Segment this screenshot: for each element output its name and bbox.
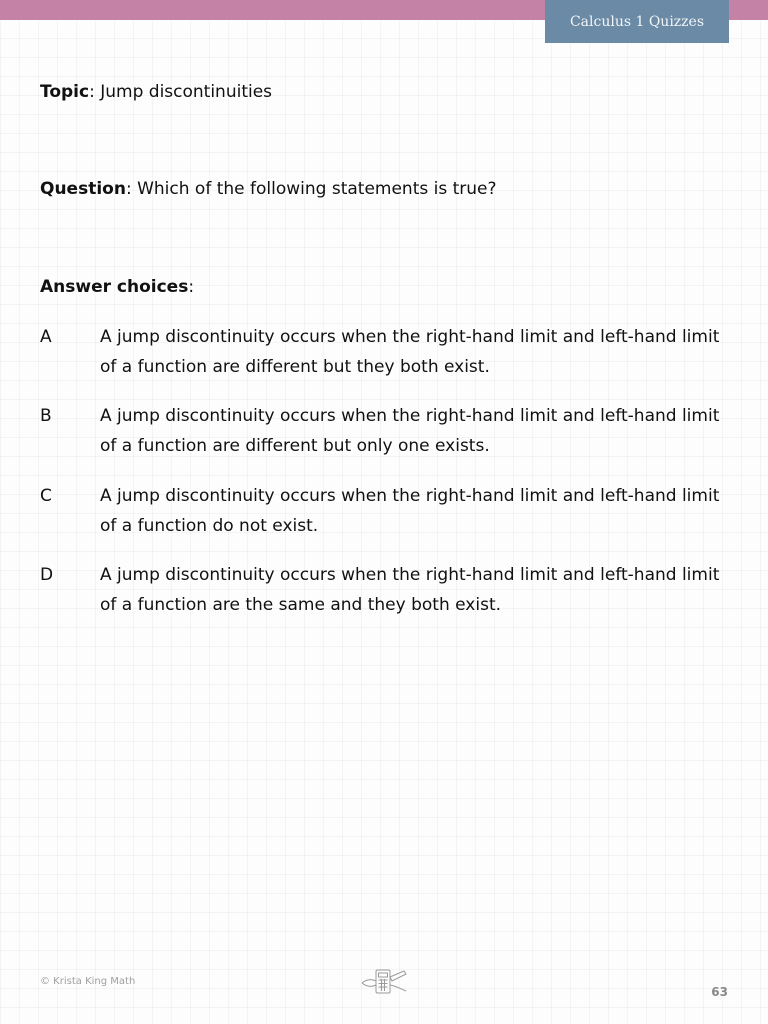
answer-choices-label: Answer choices bbox=[40, 277, 189, 297]
footer-copyright: © Krista King Math bbox=[40, 976, 136, 987]
topic-separator: : bbox=[89, 82, 101, 102]
answer-choice-d bbox=[40, 560, 730, 620]
choice-letter: B bbox=[40, 406, 52, 426]
choice-letter: A bbox=[40, 327, 52, 347]
choice-text: A jump discontinuity occurs when the right-hand limit and left-hand limit of a function are different but only one exists. bbox=[100, 406, 720, 456]
calculator-pencil-logo-icon bbox=[360, 967, 408, 997]
choice-text: A jump discontinuity occurs when the right-hand limit and left-hand limit of a function do not exist. bbox=[100, 486, 720, 536]
header-tab bbox=[545, 0, 729, 43]
topic-label: Topic bbox=[40, 82, 90, 102]
question-label: Question bbox=[40, 179, 126, 199]
answer-choice-b bbox=[40, 401, 730, 461]
answer-choice-c bbox=[40, 481, 730, 541]
choice-letter: D bbox=[40, 565, 54, 585]
answer-choices-separator: : bbox=[188, 277, 195, 297]
choice-text: A jump discontinuity occurs when the right-hand limit and left-hand limit of a function are the same and they both exist. bbox=[100, 565, 720, 615]
question-separator: : bbox=[125, 179, 138, 199]
question-line bbox=[40, 179, 497, 199]
question-text: Which of the following statements is true? bbox=[137, 179, 497, 199]
choice-letter: C bbox=[40, 486, 52, 506]
page-number: 63 bbox=[711, 985, 728, 999]
header-tab-label: Calculus 1 Quizzes bbox=[569, 13, 705, 30]
answer-choice-a bbox=[40, 322, 730, 382]
answer-choices-heading bbox=[40, 277, 194, 297]
topic-value: Jump discontinuities bbox=[100, 82, 273, 102]
topic-line bbox=[40, 82, 272, 102]
choice-text: A jump discontinuity occurs when the right-hand limit and left-hand limit of a function are different but they both exist. bbox=[100, 327, 720, 377]
